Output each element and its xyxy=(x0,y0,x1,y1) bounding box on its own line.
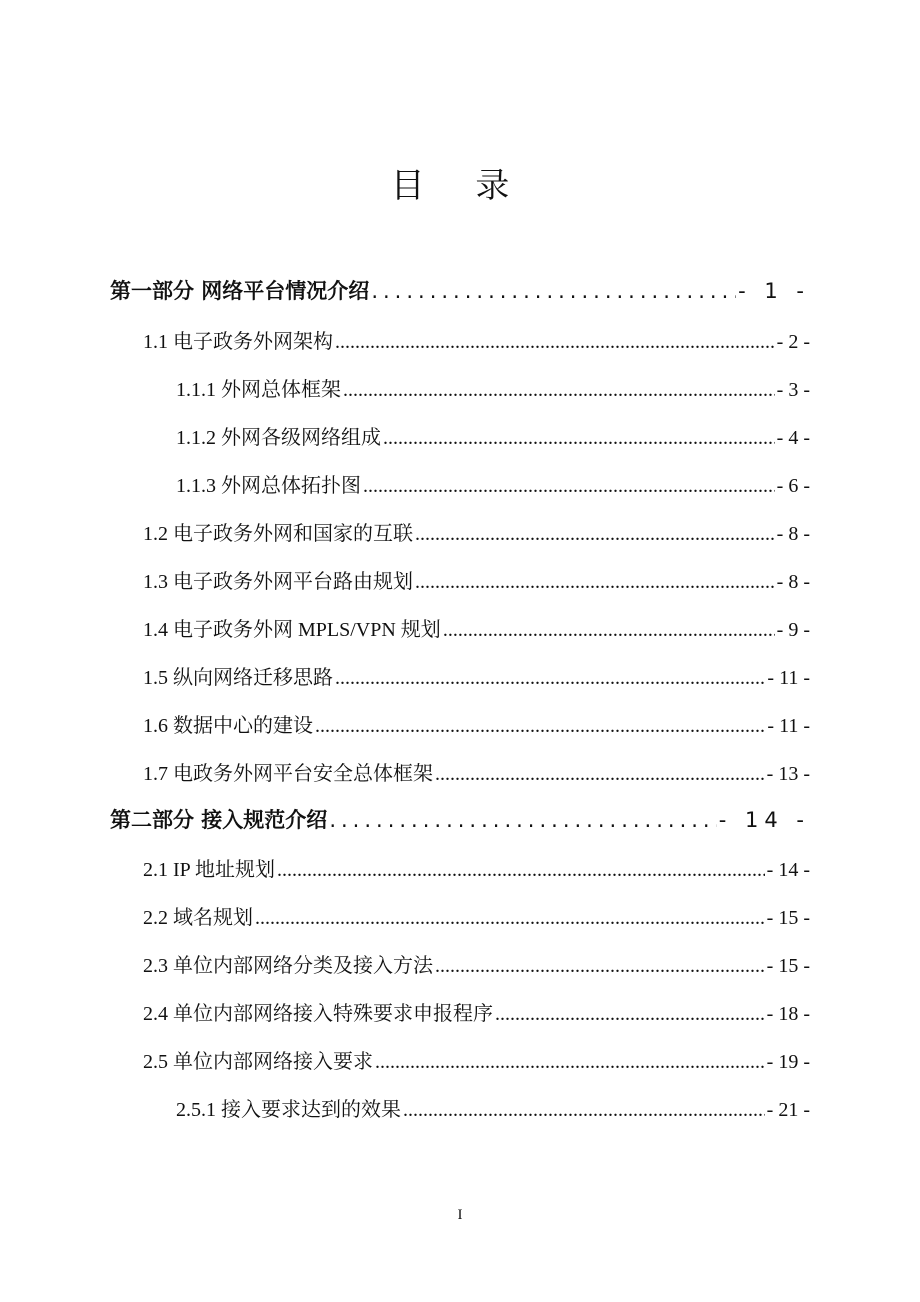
toc-entry-subsection[interactable] xyxy=(176,373,810,402)
toc-entry-section[interactable] xyxy=(143,853,810,882)
toc-entry-section[interactable] xyxy=(143,709,810,738)
toc-entry-page: - 21 - xyxy=(766,1099,810,1121)
toc-entry-section[interactable] xyxy=(143,949,810,978)
toc-entry-label: 2.4 单位内部网络接入特殊要求申报程序 xyxy=(143,1003,493,1025)
toc-entry-label: 1.1.2 外网各级网络组成 xyxy=(176,427,381,449)
toc-entry-section[interactable] xyxy=(143,613,810,642)
dot-leader xyxy=(403,1099,765,1122)
dot-leader xyxy=(443,619,775,642)
dot-leader xyxy=(415,523,775,546)
toc-entry-page: - 14 - xyxy=(718,808,810,832)
dot-leader xyxy=(343,379,775,402)
toc-entry-subsection[interactable] xyxy=(176,469,810,498)
toc-entry-page: - 6 - xyxy=(776,475,810,497)
toc-entry-label: 2.5 单位内部网络接入要求 xyxy=(143,1051,373,1073)
toc-entry-label: 2.3 单位内部网络分类及接入方法 xyxy=(143,955,433,977)
toc-entry-section[interactable] xyxy=(143,517,810,546)
toc-entry-label: 1.5 纵向网络迁移思路 xyxy=(143,667,333,689)
toc-entry-label: 1.7 电政务外网平台安全总体框架 xyxy=(143,763,433,785)
toc-entry-section[interactable] xyxy=(143,997,810,1026)
dot-leader xyxy=(329,808,716,832)
toc-entry-label: 第二部分 接入规范介绍 xyxy=(110,808,328,832)
toc-entry-label: 1.3 电子政务外网平台路由规划 xyxy=(143,571,413,593)
dot-leader xyxy=(371,279,736,303)
toc-entry-label: 1.1 电子政务外网架构 xyxy=(143,331,333,353)
toc-entry-page: - 1 - xyxy=(738,279,810,303)
dot-leader xyxy=(495,1003,765,1026)
toc-entry-section[interactable] xyxy=(143,565,810,594)
toc-entry-page: - 2 - xyxy=(776,331,810,353)
toc-entry-section[interactable] xyxy=(143,757,810,786)
dot-leader xyxy=(363,475,775,498)
toc-entry-page: - 13 - xyxy=(766,763,810,785)
toc-entry-page: - 11 - xyxy=(767,667,810,689)
toc-entry-part[interactable] xyxy=(110,804,810,834)
dot-leader xyxy=(255,907,765,930)
toc-entry-label: 2.5.1 接入要求达到的效果 xyxy=(176,1099,401,1121)
dot-leader xyxy=(383,427,775,450)
toc-title: 目 录 xyxy=(390,166,530,206)
toc-entry-subsection[interactable] xyxy=(176,421,810,450)
toc-entry-page: - 19 - xyxy=(766,1051,810,1073)
toc-entry-label: 1.1.3 外网总体拓扑图 xyxy=(176,475,361,497)
toc-entry-part[interactable] xyxy=(110,275,810,305)
toc-entry-label: 第一部分 网络平台情况介绍 xyxy=(110,279,370,303)
toc-entry-page: - 3 - xyxy=(776,379,810,401)
dot-leader xyxy=(315,715,765,738)
toc-entry-label: 1.4 电子政务外网 MPLS/VPN 规划 xyxy=(143,619,441,641)
dot-leader xyxy=(277,859,765,882)
dot-leader xyxy=(335,667,765,690)
toc-entry-label: 2.2 域名规划 xyxy=(143,907,253,929)
toc-entry-page: - 11 - xyxy=(767,715,810,737)
toc-entry-page: - 15 - xyxy=(766,955,810,977)
dot-leader xyxy=(435,763,765,786)
toc-entry-page: - 9 - xyxy=(776,619,810,641)
toc-entry-label: 1.1.1 外网总体框架 xyxy=(176,379,341,401)
toc-entry-page: - 8 - xyxy=(776,523,810,545)
dot-leader xyxy=(335,331,775,354)
toc-entry-label: 1.6 数据中心的建设 xyxy=(143,715,313,737)
page-number-footer: I xyxy=(457,1207,463,1223)
dot-leader xyxy=(375,1051,765,1074)
dot-leader xyxy=(415,571,775,594)
toc-entry-section[interactable] xyxy=(143,661,810,690)
toc-entry-section[interactable] xyxy=(143,901,810,930)
dot-leader xyxy=(435,955,765,978)
toc-entry-label: 1.2 电子政务外网和国家的互联 xyxy=(143,523,413,545)
toc-entry-section[interactable] xyxy=(143,325,810,354)
toc-entry-page: - 15 - xyxy=(766,907,810,929)
toc-entry-page: - 8 - xyxy=(776,571,810,593)
toc-entry-label: 2.1 IP 地址规划 xyxy=(143,859,276,881)
toc-entry-page: - 4 - xyxy=(776,427,810,449)
toc-entry-subsection[interactable] xyxy=(176,1093,810,1122)
toc-entry-page: - 14 - xyxy=(766,859,810,881)
toc-entry-section[interactable] xyxy=(143,1045,810,1074)
toc-entry-page: - 18 - xyxy=(766,1003,810,1025)
